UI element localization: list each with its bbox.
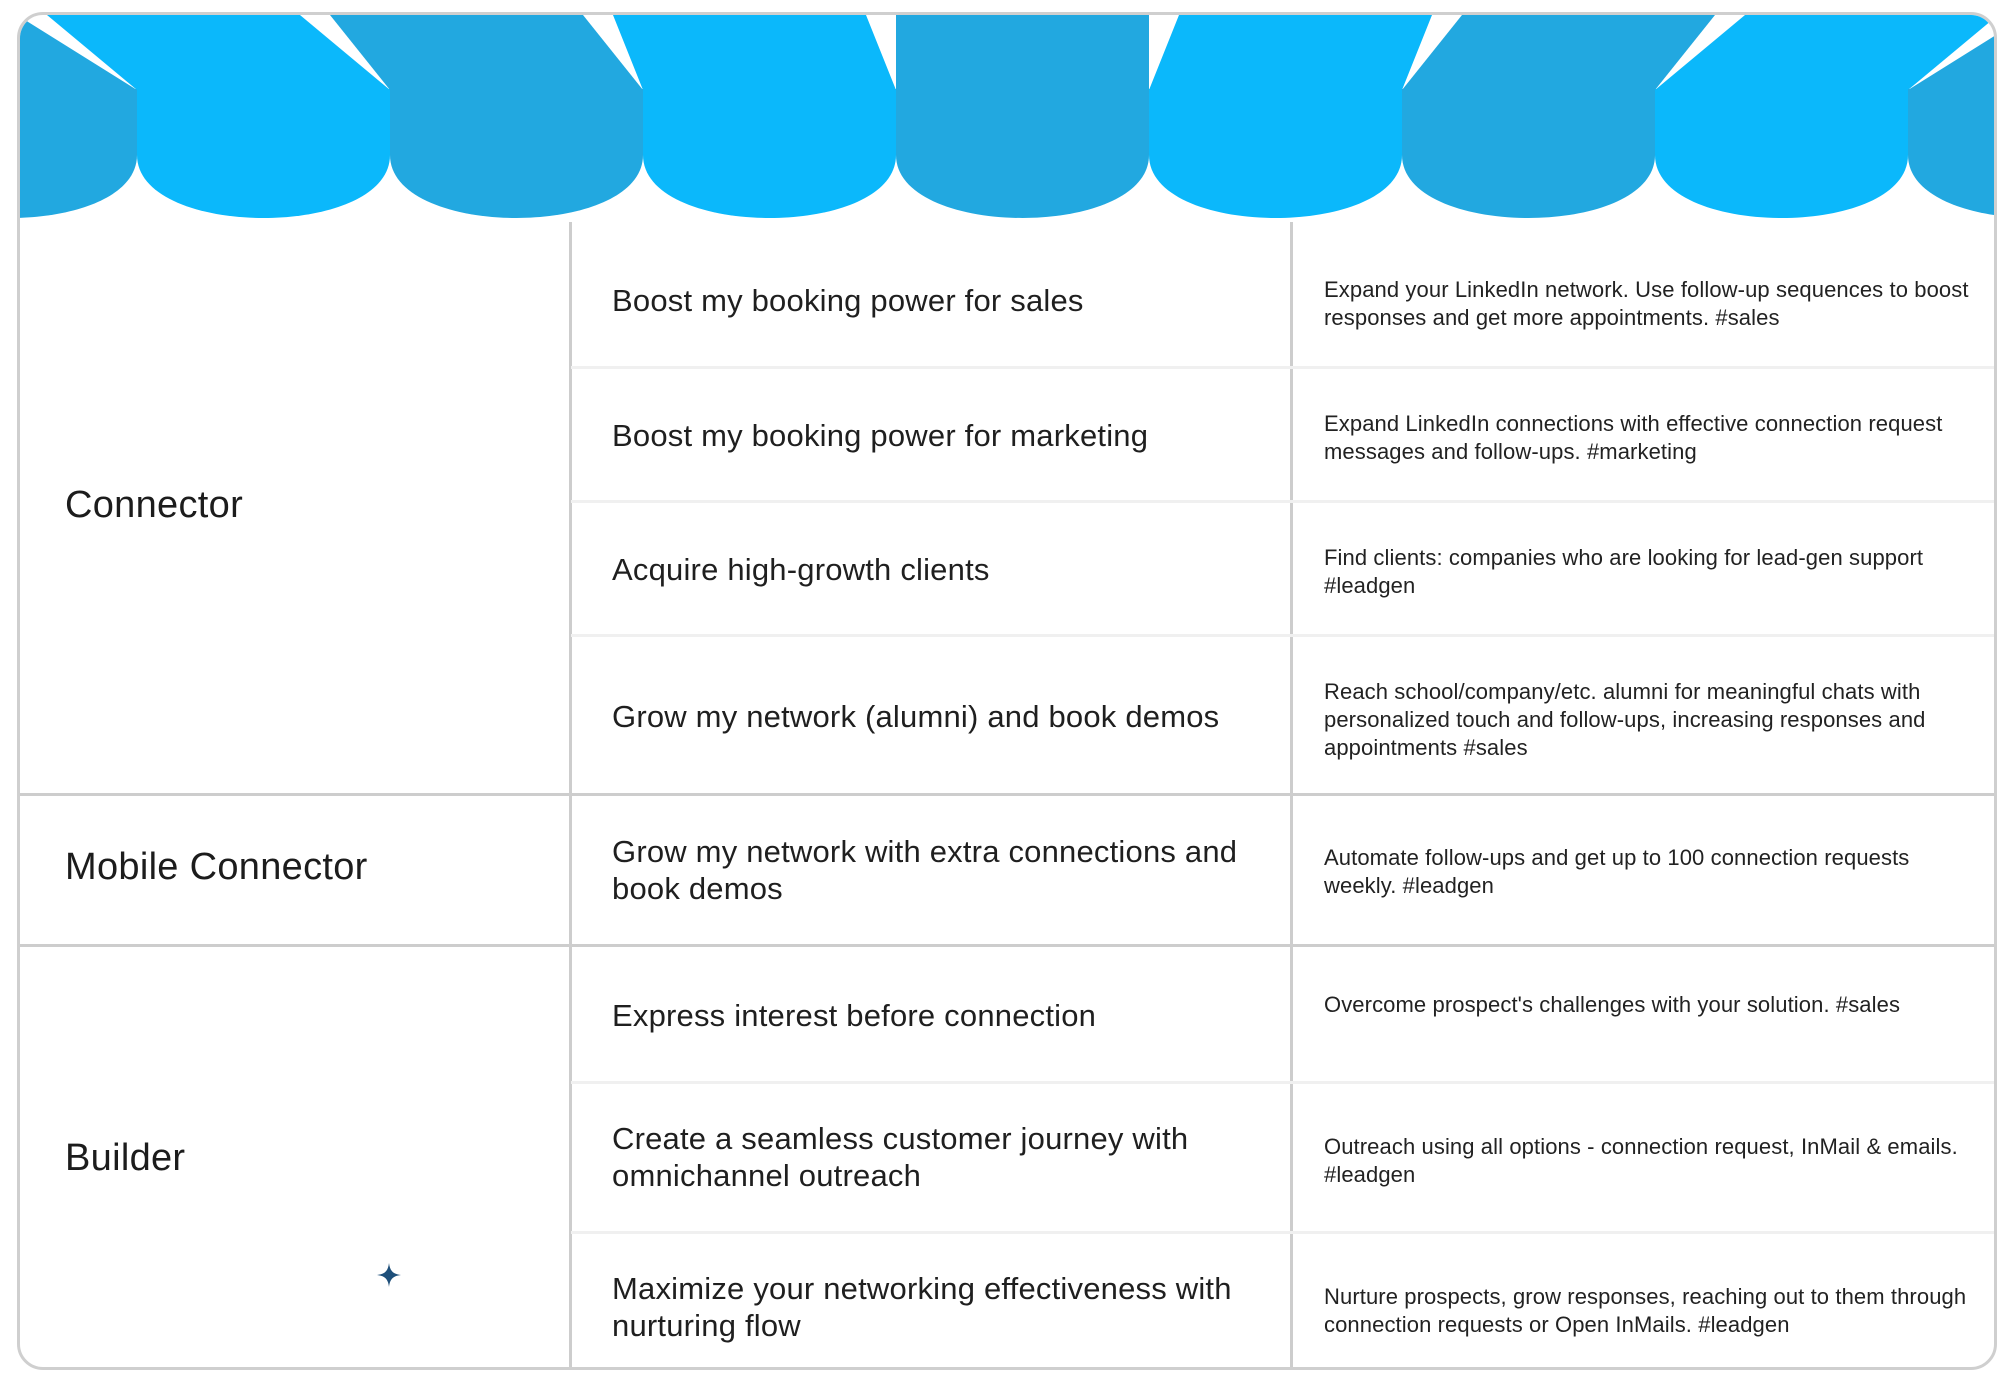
- awning-stripe-top: [1402, 15, 1715, 90]
- goal-text: Create a seamless customer journey with omnichannel outreach: [612, 1121, 1189, 1193]
- group-label: Connector: [65, 484, 244, 526]
- description-text: Outreach using all options - connection request, InMail & emails. #leadgen: [1324, 1134, 1958, 1187]
- awning-scallop: [1655, 89, 1908, 218]
- row-divider: [571, 634, 1997, 637]
- description-text: Reach school/company/etc. alumni for meaningful chats with personalized touch and follow-ups, increasing responses and appointments #sales: [1324, 679, 1926, 760]
- description-text: Expand LinkedIn connections with effective connection request messages and follow-ups. #marketing: [1324, 411, 1943, 464]
- row-divider: [571, 500, 1997, 503]
- awning-stripe-top: [896, 15, 1149, 90]
- column-divider: [569, 796, 572, 944]
- goal-text: Grow my network with extra connections and book demos: [612, 834, 1238, 906]
- awning-scallop: [137, 89, 390, 218]
- description-text: Expand your LinkedIn network. Use follow-up sequences to boost responses and get more appointments. #sales: [1324, 277, 1969, 330]
- row-divider: [571, 1081, 1997, 1084]
- column-divider: [569, 947, 572, 1370]
- playbook-table-card: [17, 12, 1997, 1370]
- awning-stripe-top: [330, 15, 643, 90]
- description-text: Automate follow-ups and get up to 100 connection requests weekly. #leadgen: [1324, 845, 1910, 898]
- awning-scallop: [1908, 89, 1997, 218]
- awning-scallop: [643, 89, 896, 218]
- column-divider: [569, 222, 572, 793]
- description-text: Nurture prospects, grow responses, reaching out to them through connection requests or Open InMails. #leadgen: [1324, 1284, 1967, 1337]
- awning-stripe-top: [1149, 15, 1432, 90]
- awning-scallop: [20, 89, 137, 218]
- awning-scallop: [390, 89, 643, 218]
- awning-scallop: [1149, 89, 1402, 218]
- goal-text: Express interest before connection: [612, 998, 1097, 1033]
- sparkle-icon: [377, 1263, 401, 1287]
- row-divider: [571, 366, 1997, 369]
- group-label: Builder: [65, 1137, 186, 1179]
- group-label: Mobile Connector: [65, 846, 368, 888]
- goal-text: Maximize your networking effectiveness with nurturing flow: [612, 1271, 1232, 1343]
- awning-scallop: [1402, 89, 1655, 218]
- group-mobile-connector: [20, 796, 1997, 944]
- goal-text: Grow my network (alumni) and book demos: [612, 699, 1220, 734]
- description-text: Overcome prospect's challenges with your solution. #sales: [1324, 992, 1901, 1017]
- awning-scallop: [896, 89, 1149, 218]
- group-connector: [20, 222, 1997, 793]
- row-divider: [571, 1231, 1997, 1234]
- playbook-table: [20, 222, 1997, 1370]
- goal-text: Boost my booking power for sales: [612, 283, 1084, 318]
- goal-text: Acquire high-growth clients: [612, 552, 990, 587]
- awning-icon: [20, 15, 1997, 240]
- awning-stripe-top: [613, 15, 896, 90]
- awning-banner: [20, 15, 1997, 240]
- group-builder: [20, 947, 1997, 1370]
- description-text: Find clients: companies who are looking for lead-gen support #leadgen: [1324, 545, 1924, 598]
- goal-text: Boost my booking power for marketing: [612, 418, 1149, 453]
